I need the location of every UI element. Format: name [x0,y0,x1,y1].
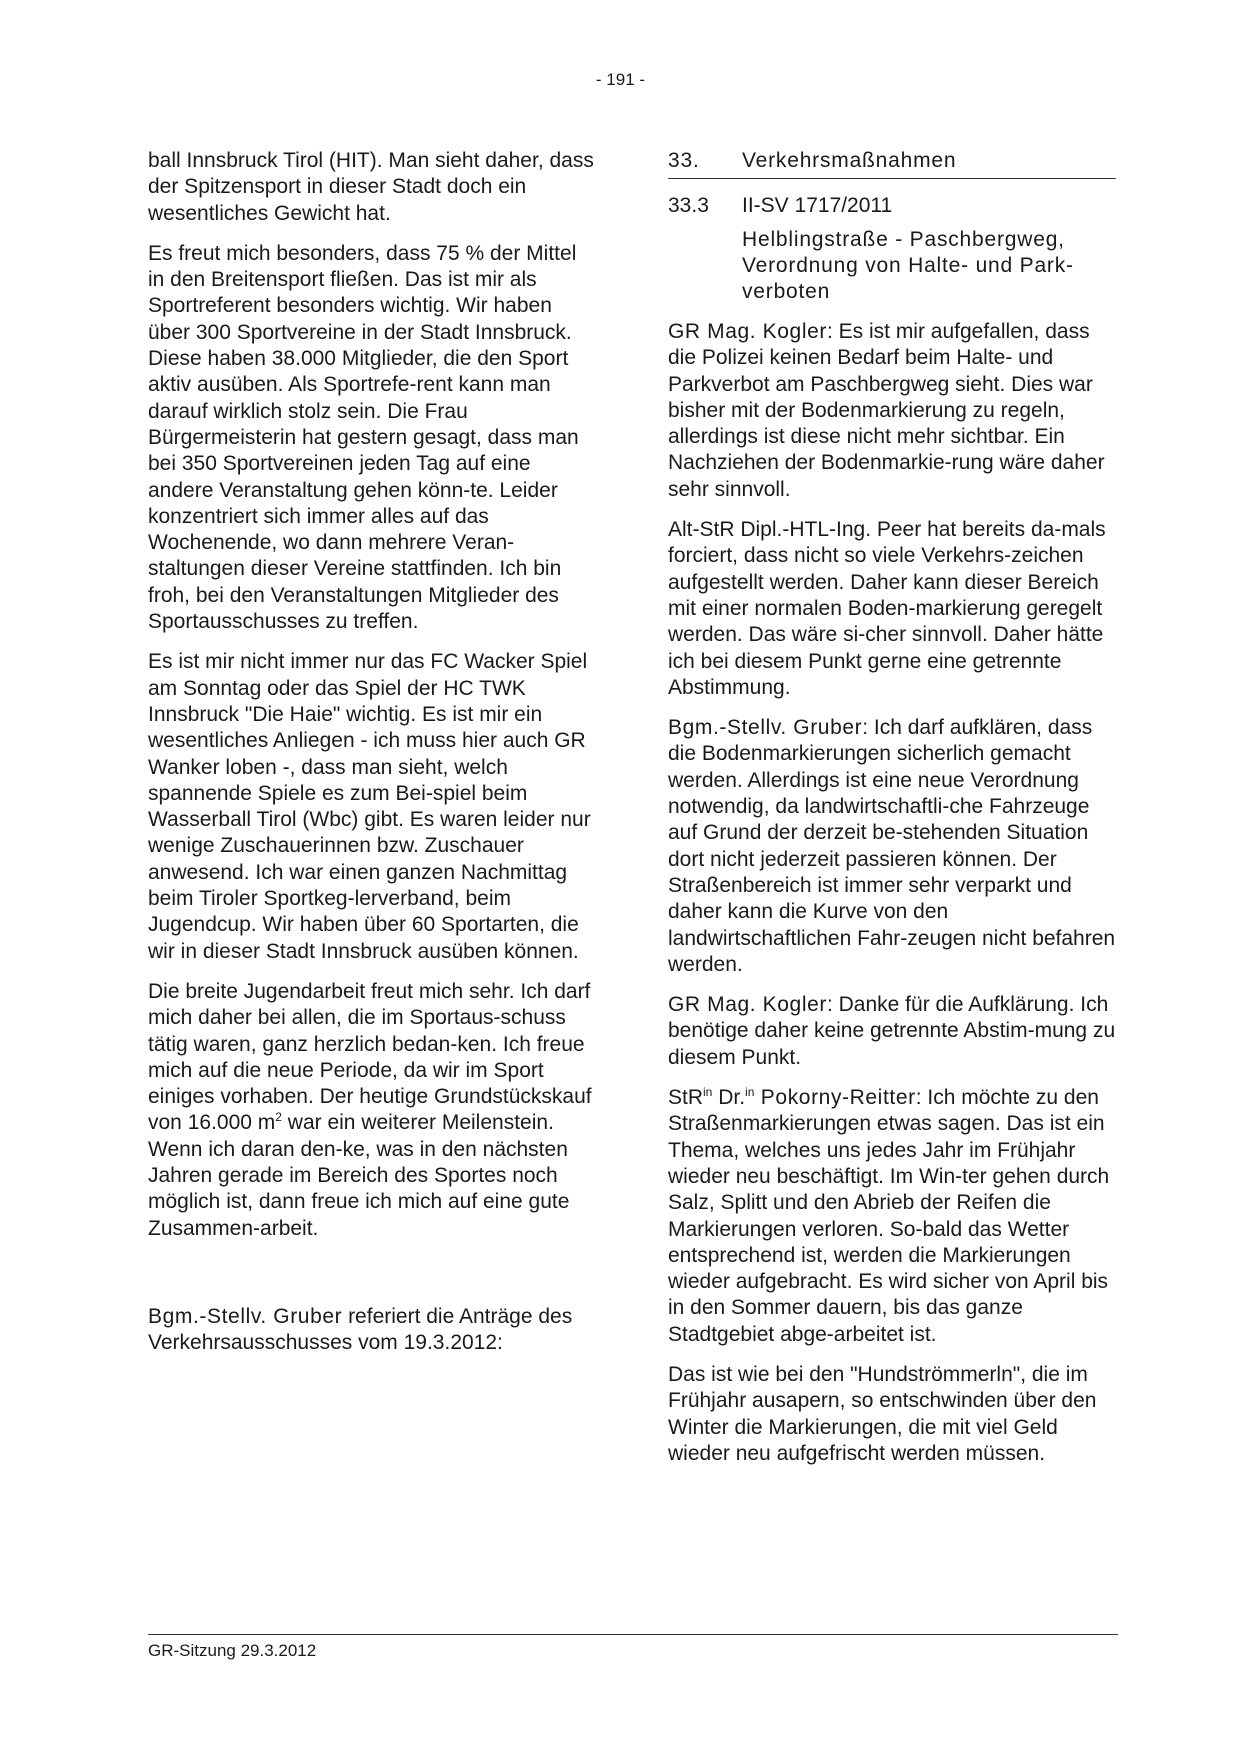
paragraph: Es freut mich besonders, dass 75 % der Mittel in den Breitensport fließen. Das ist mir als Sportreferent besonders wichtig. Wir haben über 300 Sportvereine in der Stadt Innsbruck. Diese haben 38.000 Mitglieder, die den Sport aktiv ausüben. Als Sportrefe-rent kann man darauf wirklich stolz sein. Die Frau Bürgermeisterin hat gestern gesagt, dass man bei 350 Sportvereinen jeden Tag auf eine andere Veranstaltung gehen könn-te. Leider konzentriert sich immer alles auf das Wochenende, wo dann mehrere Veran-staltungen dieser Vereine stattfinden. Ich bin froh, bei den Veranstaltungen Mitglieder des Sportausschusses zu treffen. [148,241,579,634]
paragraph-text: war ein weiterer Meilenstein. Wenn ich daran den-ke, was in den nächsten Jahren gerade im Bereich des Sportes noch möglich ist, dann freue ich mich auf eine gute Zusammen-arbeit. [148,1111,570,1240]
paragraph [668,1085,1116,1348]
footer-text: GR-Sitzung 29.3.2012 [148,1641,317,1660]
page-number: - 191 - [595,70,646,89]
paragraph-text: Die breite Jugendarbeit freut mich sehr. Ich darf mich daher bei allen, die im Sportaus-schuss tätig waren, ganz herzlich bedan-ken. Ich freue mich auf die neue Periode, da wir im Sport einiges vorhaben. Der heutige Grundstückskauf von 16.000 m [148,979,592,1135]
paragraph: Das ist wie bei den "Hundströmmerln", die im Frühjahr ausapern, so entschwinden über den Winter die Markierungen, die mit viel Geld wieder neu aufgefrischt werden müssen. [668,1362,1097,1465]
speaker-name: Dr. [712,1086,746,1110]
footer-divider [148,1634,1118,1635]
speaker-name: Bgm.-Stellv. Gruber [668,716,863,740]
left-column [148,148,598,1370]
section-number: 33. [668,149,700,172]
paragraph [148,979,598,1242]
paragraph: Es ist mir nicht immer nur das FC Wacker Spiel am Sonntag oder das Spiel der HC TWK Innsbruck "Die Haie" wichtig. Es ist mir ein wesentliches Anliegen - ich muss hier auch GR Wanker loben -, dass man sieht, welch spannende Spiele es zum Bei-spiel beim Wasserball Tirol (Wbc) gibt. Es waren leider nur wenige Zuschauerinnen bzw. Zuschauer anwesend. Ich war einen ganzen Nachmittag beim Tiroler Sportkeg-lerverband, beim Jugendcup. Wir haben über 60 Sportarten, die wir in dieser Stadt Innsbruck ausüben können. [148,650,591,963]
item-heading [668,193,1116,219]
item-reference: II-SV 1717/2011 [742,194,893,217]
speaker-name: GR Mag. Kogler [668,993,827,1017]
paragraph [668,992,1116,1071]
paragraph-text: : Es ist mir aufgefallen, dass die Polizei keinen Bedarf beim Halte- und Parkverbot am Paschbergweg sieht. Dies war bisher mit der Bodenmarkierung zu regeln, allerdings ist diese nicht mehr sichtbar. Ein Nachziehen der Bodenmarkie-rung wäre daher sehr sinnvoll. [668,320,1105,501]
speaker-name: StR [668,1086,704,1110]
right-column [668,148,1116,1481]
speaker-name: GR Mag. Kogler [668,320,827,343]
paragraph [668,517,1116,701]
superscript: in [703,1085,713,1100]
paragraph-text: : Danke für die Aufklärung. Ich benötige daher keine getrennte Abstim-mung zu diesem Punkt. [668,993,1116,1069]
paragraph: ball Innsbruck Tirol (HIT). Man sieht daher, dass der Spitzensport in dieser Stadt doch ein wesentliches Gewicht hat. [148,149,594,225]
superscript: 2 [275,1110,282,1125]
speaker-name: Alt-StR Dipl.-HTL-Ing. Peer [668,518,922,542]
paragraph-text: referiert die Anträge des Verkehrsausschusses vom 19.3.2012: [148,1304,573,1355]
superscript: in [745,1085,755,1100]
speaker-name: Bgm.-Stellv. Gruber [148,1304,343,1328]
item-title: Helblingstraße - Paschbergweg, Verordnung von Halte- und Park-verboten [742,228,1074,303]
section-heading [668,148,1116,179]
paragraph-text: : Ich darf aufklären, dass die Bodenmarkierungen sicherlich gemacht werden. Allerdings ist eine neue Verordnung notwendig, da landwirtschaftli-che Fahrzeuge auf Grund der derzeit be-stehenden Situation dort nicht jederzeit passieren können. Der Straßenbereich ist immer sehr verparkt und daher kann die Kurve von den landwirtschaftlichen Fahr-zeugen nicht befahren werden. [668,716,1116,976]
paragraph-text: hat bereits da-mals forciert, dass nicht so viele Verkehrs-zeichen aufgestellt werden. Daher kann dieser Bereich mit einer normalen Boden-markierung geregelt werden. Das wäre si-cher sinnvoll. Daher hätte ich bei diesem Punkt gerne eine getrennte Abstimmung. [668,518,1106,699]
paragraph [668,319,1116,503]
speaker-name: Pokorny-Reitter [754,1086,916,1110]
section-title: Verkehrsmaßnahmen [742,149,957,172]
paragraph [668,715,1116,978]
agenda-intro [148,1304,598,1357]
paragraph-text: : Ich möchte zu den Straßenmarkierungen etwas sagen. Das ist ein Thema, welches uns jedes Jahr im Frühjahr wieder neu beschäftigt. Im Win-ter gehen durch Salz, Splitt und den Abrieb der Reifen die Markierungen verloren. So-bald das Wetter entsprechend ist, werden die Markierungen wieder aufgebracht. Es wird sicher von April bis in den Sommer dauern, bis das ganze Stadtgebiet abge-arbeitet ist. [668,1086,1110,1346]
item-number: 33.3 [668,194,709,217]
